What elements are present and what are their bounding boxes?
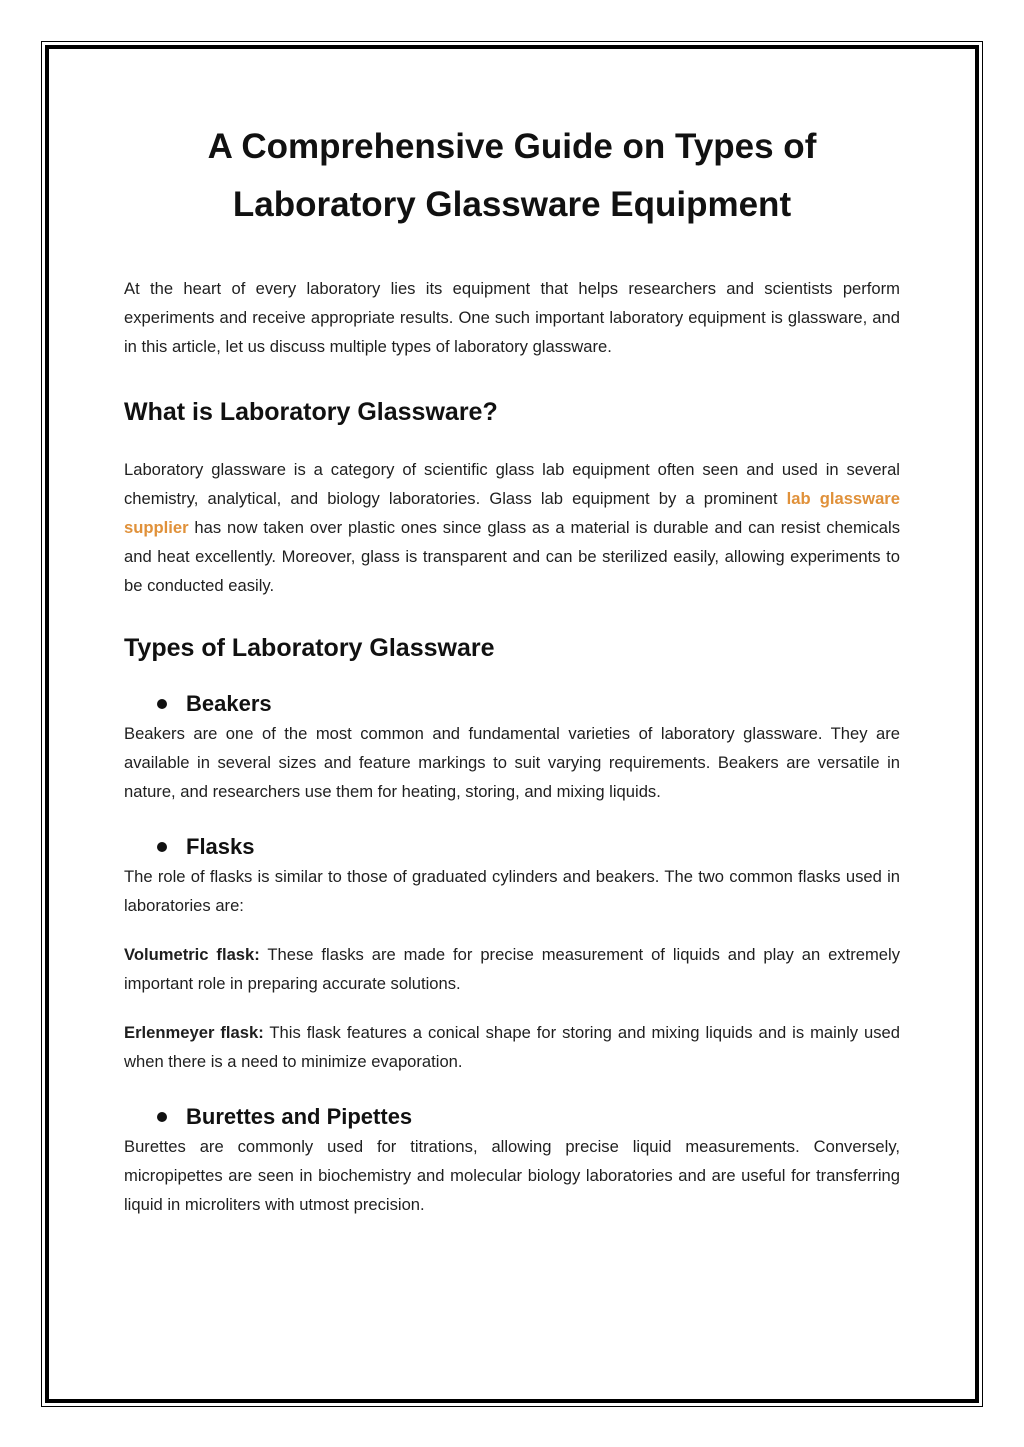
what-is-text-before-link: Laboratory glassware is a category of scientific glass lab equipment often seen and used in several chemistry, analytical, and biology laboratories. Glass lab equipment by a prominent bbox=[124, 460, 900, 508]
erlenmeyer-flask-term: Erlenmeyer flask: bbox=[124, 1023, 264, 1042]
intro-paragraph: At the heart of every laboratory lies its equipment that helps researchers and scientists perform experiments and receive appropriate results. One such important laboratory equipment is glassware, and in this article, let us discuss multiple types of laboratory glassware. bbox=[124, 279, 900, 356]
document-body bbox=[124, 118, 900, 1219]
beakers-heading-text: Beakers bbox=[186, 691, 272, 716]
bullet-heading-flasks bbox=[124, 832, 900, 862]
erlenmeyer-flask-paragraph bbox=[124, 1018, 900, 1076]
section-heading-what-is: What is Laboratory Glassware? bbox=[124, 398, 498, 426]
section-heading-types: Types of Laboratory Glassware bbox=[124, 634, 495, 662]
bullet-dot-icon bbox=[157, 842, 167, 852]
lab-glassware-supplier-link[interactable]: lab glassware supplier bbox=[124, 489, 900, 537]
volumetric-flask-text: These flasks are made for precise measurement of liquids and play an extremely important role in preparing accurate solutions. bbox=[124, 945, 900, 993]
bullet-dot-icon bbox=[157, 1112, 167, 1122]
erlenmeyer-flask-text: This flask features a conical shape for storing and mixing liquids and is mainly used when there is a need to minimize evaporation. bbox=[124, 1023, 901, 1071]
volumetric-flask-term: Volumetric flask: bbox=[124, 945, 260, 964]
burettes-paragraph: Burettes are commonly used for titrations, allowing precise liquid measurements. Conversely, micropipettes are seen in biochemistry and molecular biology laboratories and are useful for transferring liquid in microliters with utmost precision. bbox=[124, 1137, 900, 1214]
page-title bbox=[124, 118, 900, 234]
flasks-heading-text: Flasks bbox=[186, 834, 255, 859]
burettes-heading-text: Burettes and Pipettes bbox=[186, 1104, 413, 1129]
flasks-paragraph: The role of flasks is similar to those of graduated cylinders and beakers. The two common flasks used in laboratories are: bbox=[124, 867, 900, 915]
title-line-1: A Comprehensive Guide on Types of bbox=[207, 127, 817, 166]
bullet-heading-beakers bbox=[124, 689, 900, 719]
bullet-dot-icon bbox=[157, 699, 167, 709]
what-is-text-after-link: has now taken over plastic ones since glass as a material is durable and can resist chemicals and heat excellently. Moreover, glass is transparent and can be sterilized easily, allowing experiments to be conducted easily. bbox=[124, 518, 900, 595]
volumetric-flask-paragraph bbox=[124, 940, 900, 998]
bullet-heading-burettes bbox=[124, 1102, 900, 1132]
title-line-2: Laboratory Glassware Equipment bbox=[232, 185, 792, 224]
beakers-paragraph: Beakers are one of the most common and fundamental varieties of laboratory glassware. They are available in several sizes and feature markings to suit varying requirements. Beakers are versatile in nature, and researchers use them for heating, storing, and mixing liquids. bbox=[124, 724, 900, 801]
what-is-paragraph bbox=[124, 455, 900, 600]
